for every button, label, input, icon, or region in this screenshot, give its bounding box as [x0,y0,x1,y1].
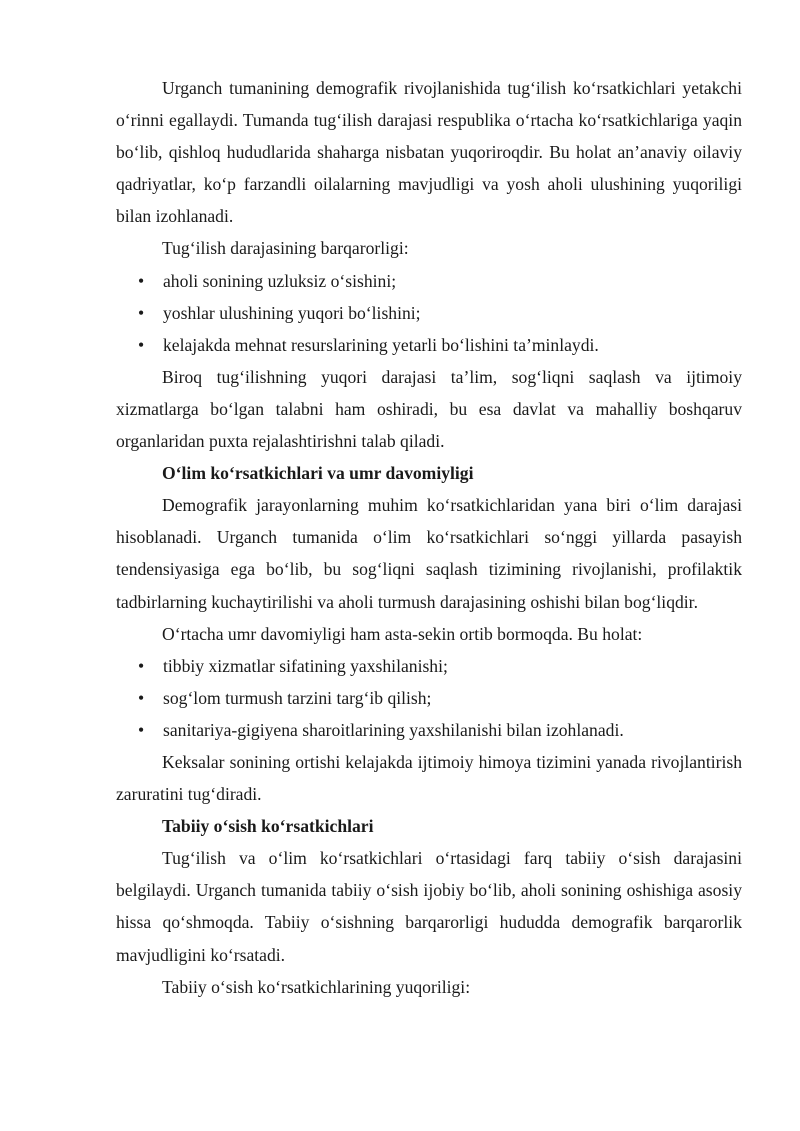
paragraph: Tug‘ilish va o‘lim ko‘rsatkichlari o‘rtasidagi farq tabiiy o‘sish darajasini belgilaydi. Urganch tumanida tabiiy o‘sish ijobiy bo‘lib, aholi sonining oshishiga asosiy hissa qo‘shmoqda. Tabiiy o‘sishning barqarorligi hududda demografik barqarorlik mavjudligini ko‘rsatadi. [116,848,742,965]
list-item [116,650,742,682]
paragraph: Keksalar sonining ortishi kelajakda ijtimoiy himoya tizimini yanada rivojlantirish zaruratini tug‘diradi. [116,751,742,805]
list-item [116,265,742,297]
list-item-text: sog‘lom turmush tarzini targ‘ib qilish; [163,687,432,708]
bullet-list [116,650,742,746]
bullet-list [116,265,742,361]
paragraph: Urganch tumanining demografik rivojlanishida tug‘ilish ko‘rsatkichlari yetakchi o‘rinni egallaydi. Tumanda tug‘ilish darajasi respublika o‘rtacha ko‘rsatkichlariga yaqin bo‘lib, qishloq hududlarida shaharga nisbatan yuqoriroqdir. Bu holat an’anaviy oilaviy qadriyatlar, ko‘p farzandli oilalarning mavjudligi va yosh aholi ulushining yuqoriligi bilan izohlanadi. [116,78,742,227]
bullet-icon: • [138,687,145,708]
document-page [116,72,742,1003]
bullet-icon: • [138,302,145,323]
list-item [116,714,742,746]
list-item-text: yoshlar ulushining yuqori bo‘lishini; [163,302,421,323]
bullet-icon: • [138,719,145,740]
bullet-icon: • [138,334,145,355]
bullet-icon: • [138,655,145,676]
list-item [116,329,742,361]
list-item [116,682,742,714]
list-item-text: aholi sonining uzluksiz o‘sishini; [163,270,397,291]
section-heading: Tabiiy o‘sish ko‘rsatkichlari [162,816,374,837]
paragraph: Tabiiy o‘sish ko‘rsatkichlarining yuqoriligi: [162,976,471,997]
bullet-icon: • [138,270,145,291]
section-heading: O‘lim ko‘rsatkichlari va umr davomiyligi [162,463,474,484]
paragraph: Biroq tug‘ilishning yuqori darajasi ta’lim, sog‘liqni saqlash va ijtimoiy xizmatlarga bo‘lgan talabni ham oshiradi, bu esa davlat va mahalliy boshqaruv organlaridan puxta rejalashtirishni talab qiladi. [116,366,742,452]
paragraph: Tug‘ilish darajasining barqarorligi: [162,238,409,259]
list-item-text: sanitariya-gigiyena sharoitlarining yaxshilanishi bilan izohlanadi. [163,719,624,740]
paragraph: Demografik jarayonlarning muhim ko‘rsatkichlaridan yana biri o‘lim darajasi hisoblanadi. Urganch tumanida o‘lim ko‘rsatkichlari so‘nggi yillarda pasayish tendensiyasiga ega bo‘lib, bu sog‘liqni saqlash tizimining rivojlanishi, profilaktik tadbirlarning kuchaytirilishi va aholi turmush darajasining oshishi bilan bog‘liqdir. [116,495,742,612]
list-item-text: tibbiy xizmatlar sifatining yaxshilanishi; [163,655,448,676]
list-item-text: kelajakda mehnat resurslarining yetarli bo‘lishini ta’minlaydi. [163,334,599,355]
paragraph: O‘rtacha umr davomiyligi ham asta-sekin ortib bormoqda. Bu holat: [162,623,643,644]
list-item [116,297,742,329]
